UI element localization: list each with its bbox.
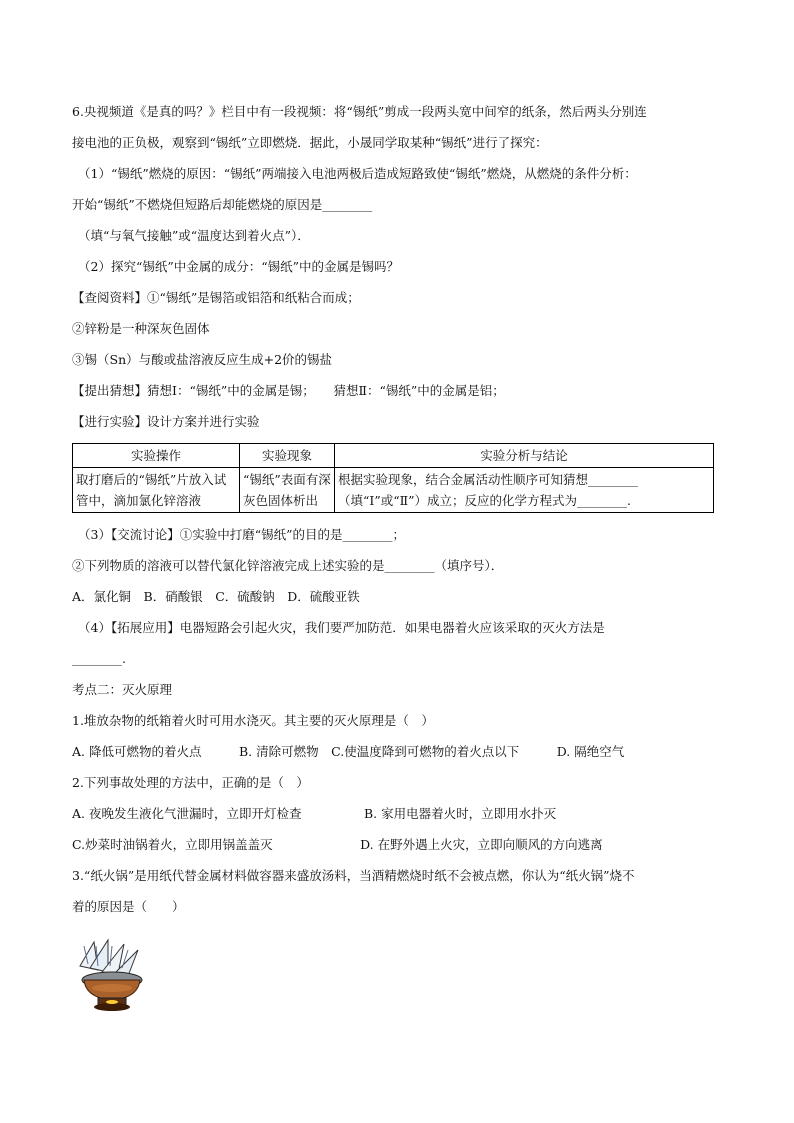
section2-q2: 2.下列事故处理的方法中，正确的是（ ） <box>72 775 309 790</box>
section2-q1: 1.堆放杂物的纸箱着火时可用水浇灭。其主要的灭火原理是（ ） <box>72 713 434 728</box>
section2-q3-line-b: 着的原因是（ ） <box>72 899 185 914</box>
q6-intro-line-1: 6.央视频道《是真的吗？》栏目中有一段视频：将“锡纸”剪成一段两头宽中间窄的纸条，然后两头分别连 <box>72 104 647 119</box>
q6-part4-line-a: （4）【拓展应用】电器短路会引起火灾，我们要严加防范．如果电器着火应该采取的灭火方法是 <box>78 620 605 635</box>
table-cell-phenomenon: “锡纸”表面有深灰色固体析出 <box>240 468 335 513</box>
q6-part3-line-a: （3）【交流讨论】①实验中打磨“锡纸”的目的是________； <box>78 527 405 542</box>
q6-part2: （2）探究“锡纸”中金属的成分：“锡纸”中的金属是锡吗？ <box>78 259 400 274</box>
reference-2: ②锌粉是一种深灰色固体 <box>72 321 210 336</box>
q6-part1-line-b: 开始“锡纸”不燃烧但短路后却能燃烧的原因是________ <box>72 197 373 212</box>
table-header-phenomenon: 实验现象 <box>240 444 335 468</box>
section2-q2-options-2: C.炒菜时油锅着火，立即用锅盖盖灭 D. 在野外遇上火灾，立即向顺风的方向逃离 <box>72 837 603 852</box>
reference-3: ③锡（Sn）与酸或盐溶液反应生成+2价的锡盐 <box>72 352 333 367</box>
q6-part1-line-a: （1）“锡纸”燃烧的原因：“锡纸”两端接入电池两极后造成短路致使“锡纸”燃烧，从燃烧的条件分析： <box>78 166 637 181</box>
table-row <box>73 468 714 513</box>
q6-part4-line-b: ________. <box>72 651 126 666</box>
experiment-table <box>72 443 714 513</box>
q6-part1-line-c: （填“与氧气接触”或“温度达到着火点”）． <box>78 228 310 243</box>
table-cell-conclusion: 根据实验现象，结合金属活动性顺序可知猜想________（填“Ⅰ”或“Ⅱ”）成立；反应的化学方程式为________. <box>335 468 714 513</box>
table-cell-operation: 取打磨后的“锡纸”片放入试管中，滴加氯化锌溶液 <box>73 468 240 513</box>
q6-intro-line-2: 接电池的正负极，观察到“锡纸”立即燃烧．据此，小晟同学取某种“锡纸”进行了探究： <box>72 135 548 150</box>
experiment-heading: 【进行实验】设计方案并进行实验 <box>72 414 260 429</box>
section2-q3-line-a: 3.“纸火锅”是用纸代替金属材料做容器来盛放汤料，当酒精燃烧时纸不会被点燃，你认为“纸火锅”烧不 <box>72 868 635 883</box>
section2-q1-options: A. 降低可燃物的着火点 B. 清除可燃物 C.使温度降到可燃物的着火点以下 D. 隔绝空气 <box>72 744 625 759</box>
section2-title: 考点二：灭火原理 <box>72 682 173 697</box>
section2-q2-options-1: A. 夜晚发生液化气泄漏时，立即开灯检查 B. 家用电器着火时，立即用水扑灭 <box>72 806 557 821</box>
hypothesis-line: 【提出猜想】猜想Ⅰ：“锡纸”中的金属是锡； 猜想Ⅱ：“锡纸”中的金属是铝； <box>72 383 505 398</box>
table-header-row <box>73 444 714 468</box>
reference-1: 【查阅资料】①“锡纸”是锡箔或铝箔和纸粘合而成； <box>72 290 360 305</box>
q6-part3-options: A．氯化铜 B．硝酸银 C．硫酸钠 D．硫酸亚铁 <box>72 589 360 604</box>
q6-part3-line-b: ②下列物质的溶液可以替代氯化锌溶液完成上述实验的是________（填序号）． <box>72 558 504 573</box>
paper-hotpot-image <box>72 936 152 1016</box>
table-header-operation: 实验操作 <box>73 444 240 468</box>
document-page <box>72 96 722 1016</box>
experiment-table-wrap <box>72 443 722 513</box>
table-header-conclusion: 实验分析与结论 <box>335 444 714 468</box>
paper-hotpot-illustration <box>72 936 152 1016</box>
